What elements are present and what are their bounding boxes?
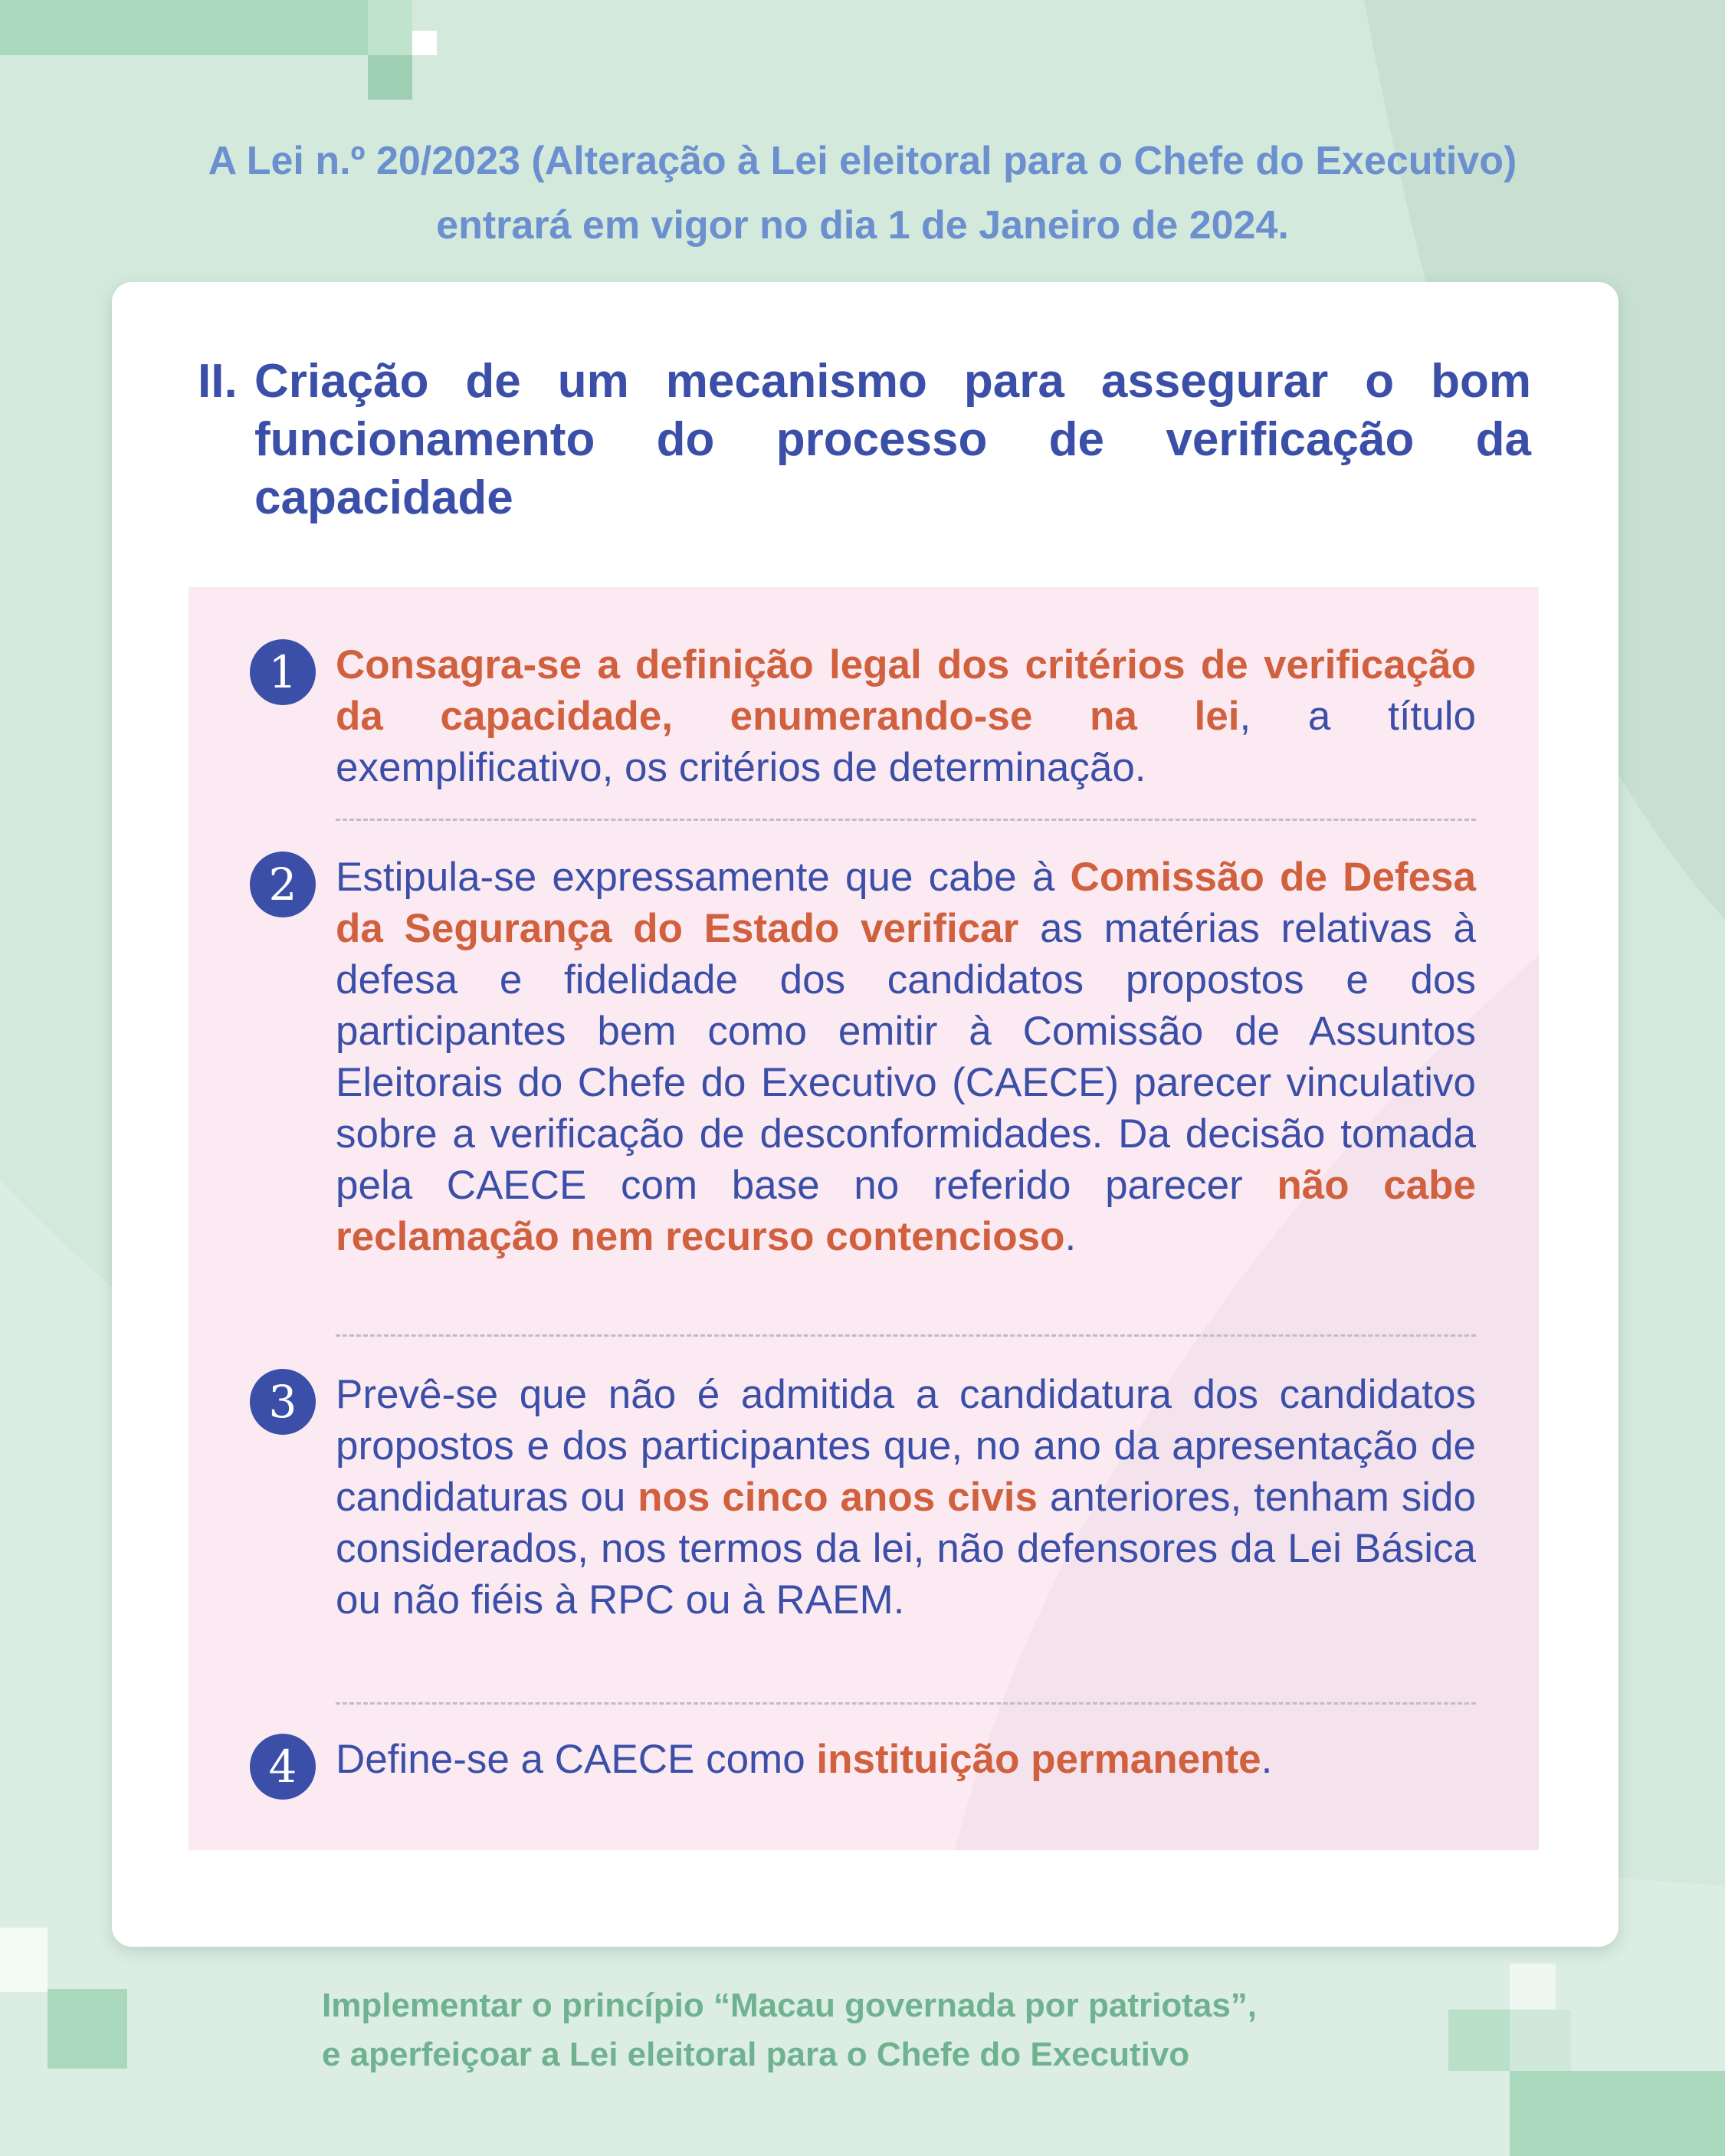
section-title: Criação de um mecanismo para assegurar o bom funcionamento do processo de verificação da capacidade [254,355,1531,524]
number-badge-1: 1 [250,639,316,705]
number-badge-2: 2 [250,852,316,917]
item-3-text-2: anteriores, tenham sido considerados, nos termos da lei, não defensores da Lei Básica ou não fiéis à RPC ou à RAEM. [336,1475,1477,1623]
item-text-2 [336,852,1476,1262]
content-card [112,282,1618,1947]
item-4-text-1: Define-se a CAECE como [336,1737,817,1782]
list-item-3 [250,1369,1476,1626]
item-3-text-1: Prevê-se que não é admitida a candidatura dos candidatos propostos e dos participantes que, no ano da apresentação de candidaturas ou [336,1372,1476,1520]
section-heading [198,353,1531,527]
item-2-text-1: Estipula-se expressamente que cabe à [336,855,1071,900]
dashed-divider-3 [336,1702,1476,1705]
item-2-highlight-1: Comissão de Defesa da Segurança do Estado verificar [336,855,1476,951]
item-4-highlight-1: instituição permanente [816,1737,1261,1782]
dashed-divider-1 [336,819,1476,821]
item-2-text-2: as matérias relativas à defesa e fidelidade dos candidatos propostos e dos participantes bem como emitir à Comissão de Assuntos Eleitorais do Chefe do Executivo (CAECE) parecer vinculativo sobre a verificação de desconformidades. Da decisão tomada pela CAECE com base no referido parecer [336,906,1476,1208]
footer-line-2: e aperfeiçoar a Lei eleitoral para o Chefe do Executivo [322,2036,1190,2073]
section-number: II. [198,355,238,408]
item-1-text-2: , a título exemplificativo, os critérios de determinação. [336,694,1476,790]
item-text-4 [336,1734,1476,1785]
list-item-2 [250,852,1476,1262]
list-item-4 [250,1734,1476,1793]
item-4-text-2: . [1261,1737,1273,1782]
item-2-text-3: . [1064,1214,1077,1259]
item-text-3 [336,1369,1476,1626]
number-badge-3: 3 [250,1369,316,1435]
item-3-highlight-1: nos cinco anos civis [638,1475,1038,1520]
number-badge-4: 4 [250,1734,316,1800]
item-2-highlight-2: não cabe reclamação nem recurso contencioso [336,1163,1476,1259]
item-1-highlight-1: Consagra-se a definição legal dos critérios de verificação da capacidade, enumerando-se na lei [336,642,1476,739]
header [0,129,1725,258]
list-item-1 [250,639,1476,793]
footer-line-1: Implementar o princípio “Macau governada por patriotas”, [322,1987,1258,2024]
items-panel [189,587,1539,1850]
item-text-1 [336,639,1476,793]
dashed-divider-2 [336,1334,1476,1337]
footer-slogan [322,1981,1548,2079]
header-line-2: entrará em vigor no dia 1 de Janeiro de 2024. [436,203,1289,248]
header-line-1: A Lei n.º 20/2023 (Alteração à Lei eleitoral para o Chefe do Executivo) [208,139,1517,183]
